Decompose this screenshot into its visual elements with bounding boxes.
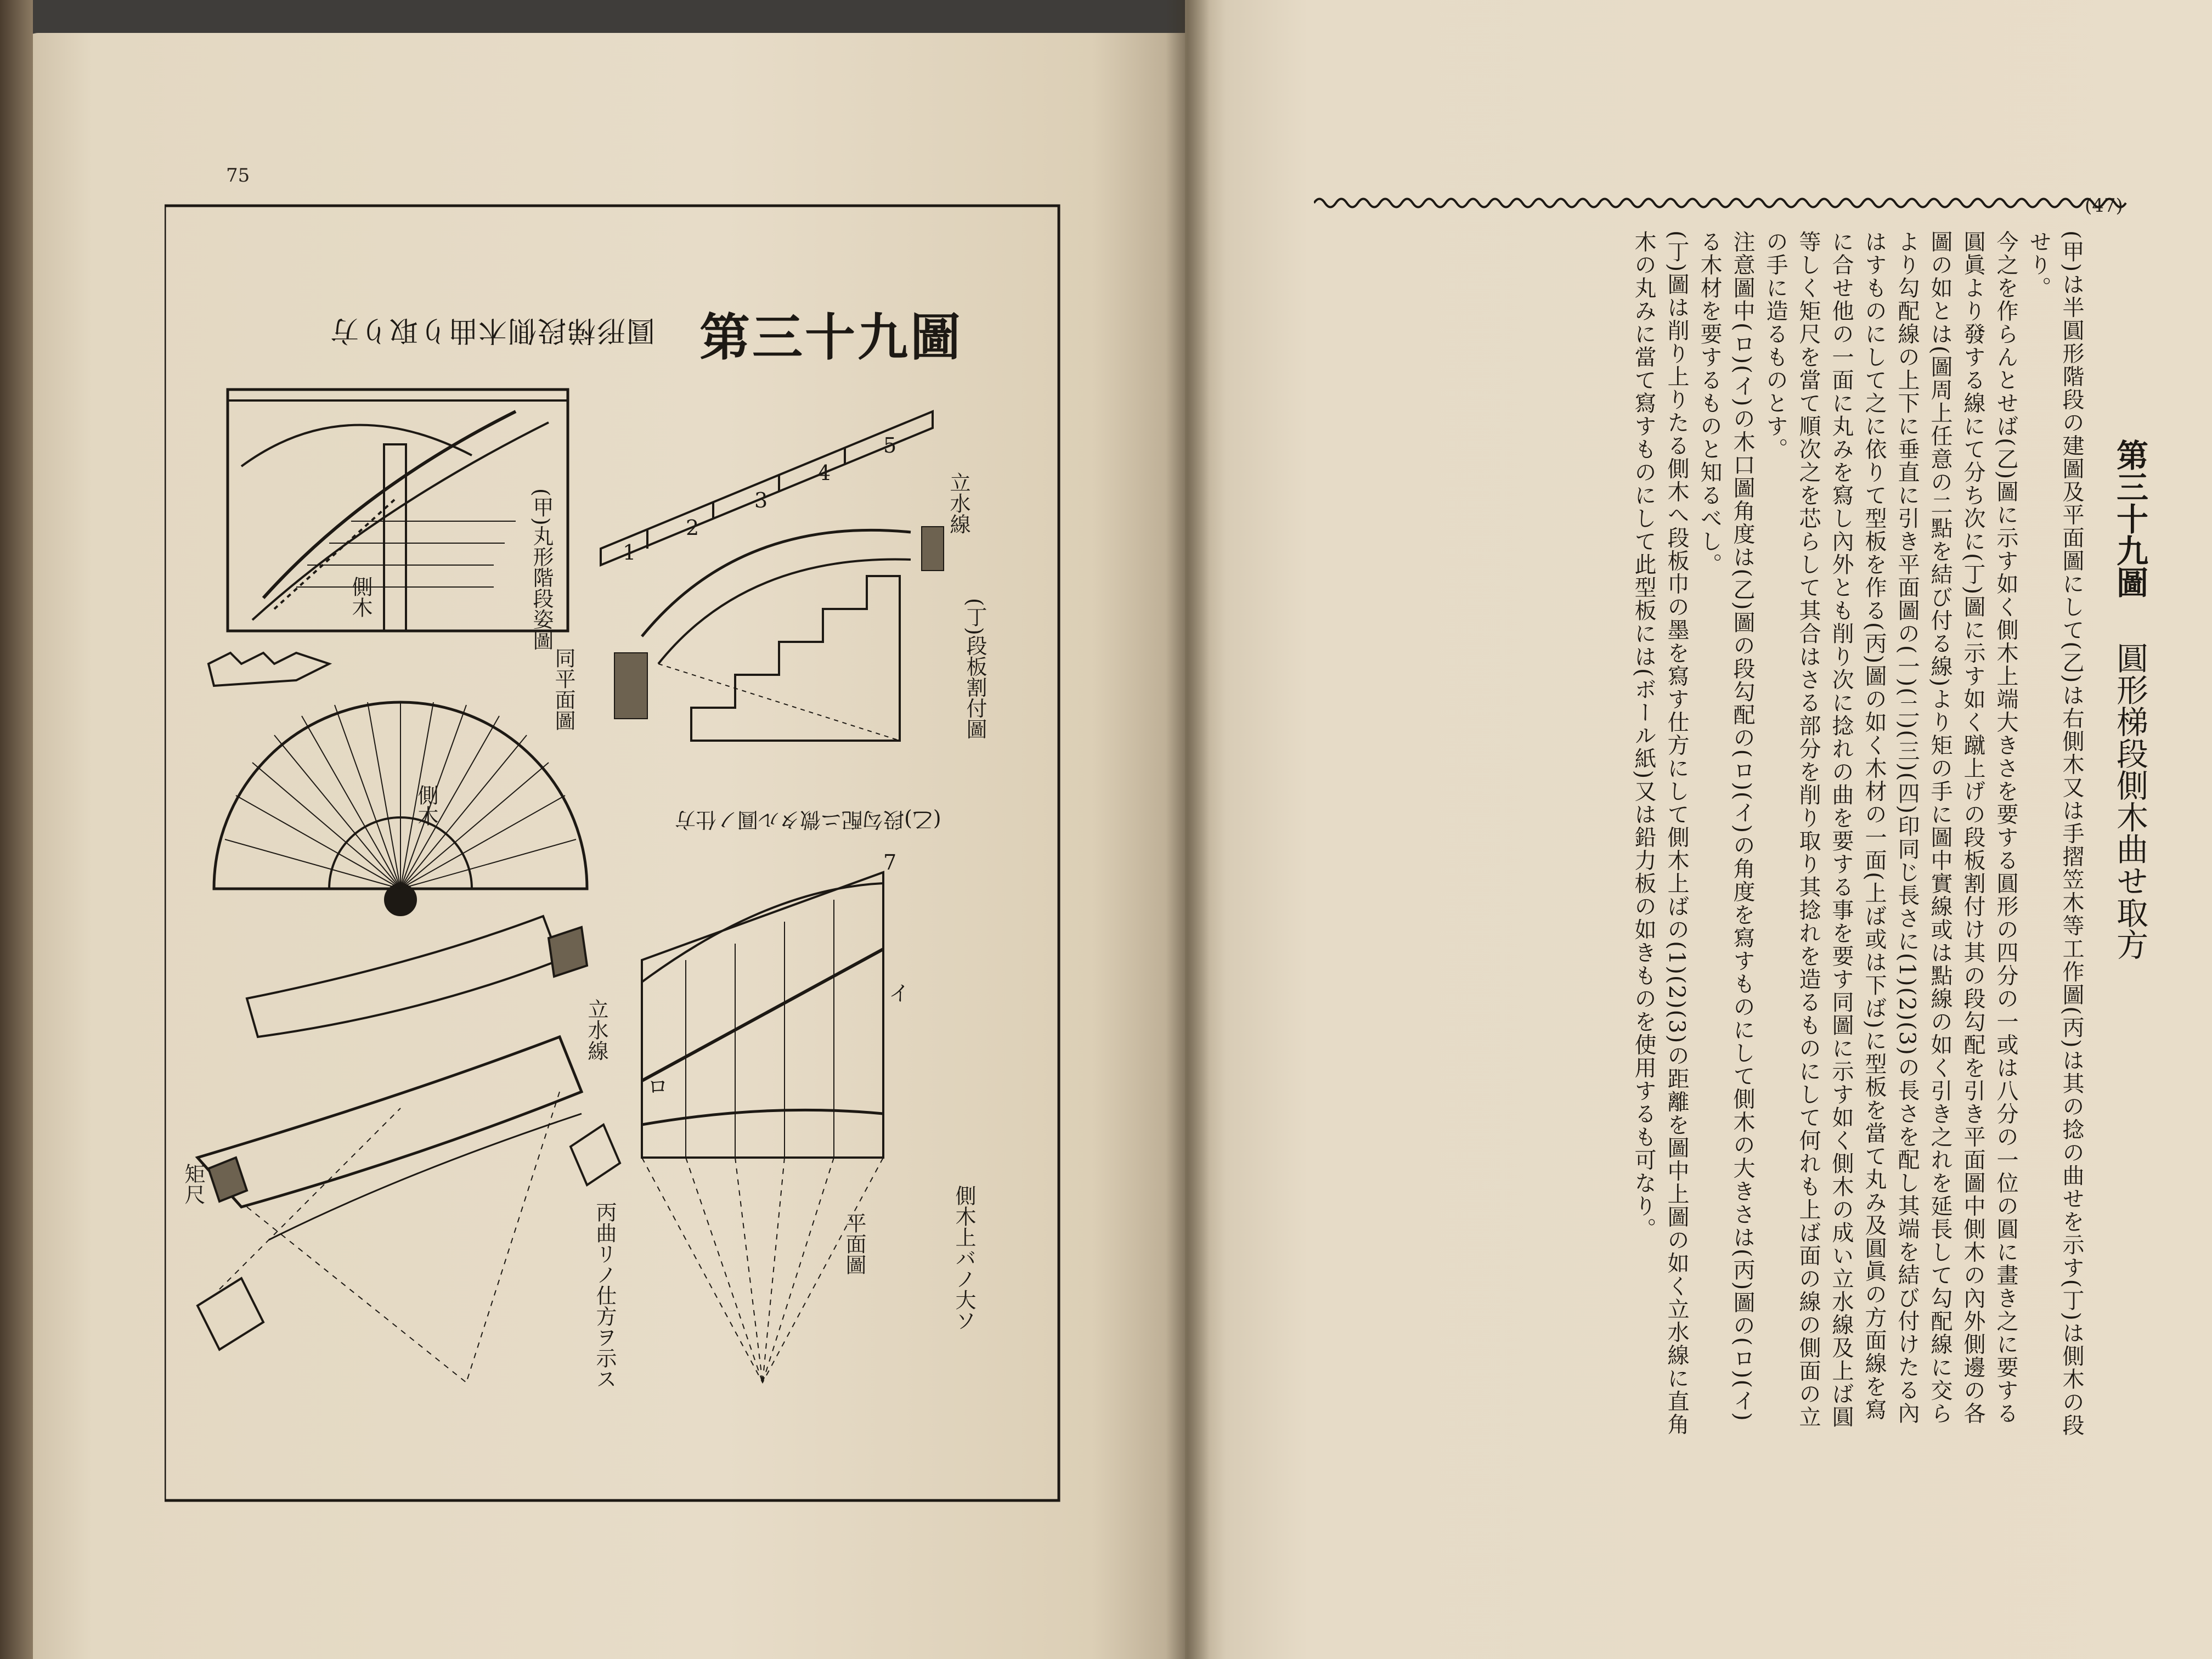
label-side-top: 側木上バノ大ソ bbox=[952, 1185, 976, 1331]
book-gutter bbox=[1166, 0, 1210, 1659]
label-layout: (丁)段板割付圖 bbox=[963, 598, 987, 740]
curve-plan bbox=[642, 872, 883, 1383]
label-side-wood: 側木 bbox=[348, 576, 373, 618]
mark-ro: ロ bbox=[647, 1075, 669, 1099]
label-bend: 丙曲リノ仕方ヲ示ス bbox=[592, 1201, 617, 1389]
text-column: 注意圖中(ロ)(イ)の木口圖角度は(乙)圖の段勾配の(ロ)(イ)の角度を寫すものにして側木の大きさは(丙)圖の(ロ)(イ) bbox=[1730, 230, 1755, 1422]
mark-i: イ bbox=[889, 981, 910, 1006]
text-column: る木材を要するものと知るべし。 bbox=[1697, 230, 1722, 576]
section-heading: 第三十九圖 bbox=[2111, 439, 2148, 598]
book-edge bbox=[0, 0, 33, 1659]
mark-4: 4 bbox=[817, 461, 831, 485]
step-block bbox=[208, 653, 329, 686]
label-elevation: (甲)丸形階段姿圖 bbox=[529, 488, 554, 651]
mark-2: 2 bbox=[686, 516, 699, 540]
section-subheading: 圓形梯段側木曲せ取方 bbox=[2111, 642, 2148, 960]
mark-7: 7 bbox=[883, 850, 897, 874]
label-side-wood-plan: 側木 bbox=[414, 785, 438, 826]
figure-title: 第三十九圖 bbox=[699, 308, 963, 367]
text-column: 等しく矩尺を當て順次之を芯らして其合はさる部分を削り取り其捻れを造るものにして何れも上ば面の線の側面の立 bbox=[1796, 230, 1821, 1429]
text-column: より勾配線の上下に垂直に引き平面圖の(一)(二)(三)(四)印同じ長さに(1)(2)(3)の長さを配し其端を結び付けたる內 bbox=[1894, 230, 1920, 1425]
text-column: 木の丸みに當て寫すものにして此型板には(ボール紙)又は鉛力板の如きものを使用するも可なり。 bbox=[1631, 230, 1656, 1241]
label-plan-small: 平面圖 bbox=[842, 1212, 866, 1275]
label-plan: 同平面圖 bbox=[551, 647, 575, 731]
mark-1: 1 bbox=[623, 540, 636, 565]
label-gradient: (乙)段勾配ニ微タル圓ノ仕方 bbox=[675, 808, 941, 832]
text-column: 圖の如とは(圖周上任意の二點を結び付る線)より矩の手に圖中實線或は點線の如く引き之れを延長して勾配線に交ら bbox=[1927, 230, 1953, 1425]
plan-rays bbox=[225, 702, 576, 889]
right-page-number: (47) bbox=[2085, 195, 2123, 217]
text-column: の手に造るものとす。 bbox=[1763, 230, 1788, 461]
figure-drawing bbox=[165, 181, 1075, 1503]
text-column: (甲)は半圓形階段の建圖及平面圖にして(乙)は右側木又は手摺笠木等工作圖(丙)は其の捻の曲せを示す(丁)は側木の段 bbox=[2059, 230, 2084, 1437]
figure-subtitle: 圓形梯段側木曲り取り方 bbox=[329, 314, 656, 347]
decorative-rule bbox=[1314, 181, 2137, 214]
label-riser-2: 立水線 bbox=[584, 998, 608, 1061]
staircase-elevation bbox=[228, 390, 568, 631]
text-column: 圓眞より發する線にて分ち次に(丁)圖に示す如く蹴上げの段板割付け其の段勾配を引き平面圖中側木の內外側邊の各 bbox=[1960, 230, 1985, 1425]
text-column: はすものにして之に依りて型板を作る(丙)圖の如く木材の一面(上ば或は下ば)に型板を當て丸み及圓眞の方面線を寫 bbox=[1861, 230, 1887, 1421]
left-page-number: 75 bbox=[226, 165, 250, 187]
text-column: せり。 bbox=[2026, 230, 2051, 300]
label-square: 矩尺 bbox=[181, 1163, 205, 1205]
figure-39 bbox=[165, 181, 1075, 1503]
label-riser: 立水線 bbox=[946, 472, 970, 534]
side-wood-layout bbox=[601, 411, 944, 741]
text-column: (丁)圖は削り上りたる側木へ段板巾の墨を寫す仕方にして側木上ばの(1)(2)(3)の距離を圖中上圖の如く立水線に直角 bbox=[1664, 230, 1689, 1436]
text-column: に合せ他の一面に丸みを寫し內外とも削り次に捻れの曲を要する事を要す同圖に示す如く側木の成い立水線及上ば圓 bbox=[1829, 230, 1854, 1429]
text-column: 今之を作らんとせば(乙)圖に示す如く側木上端大きさを要する圓形の四分の一或は八分の一位の圓に畫き之に要する bbox=[1993, 230, 2018, 1425]
bent-wood bbox=[198, 916, 620, 1383]
mark-5: 5 bbox=[883, 433, 897, 458]
mark-3: 3 bbox=[754, 488, 768, 512]
